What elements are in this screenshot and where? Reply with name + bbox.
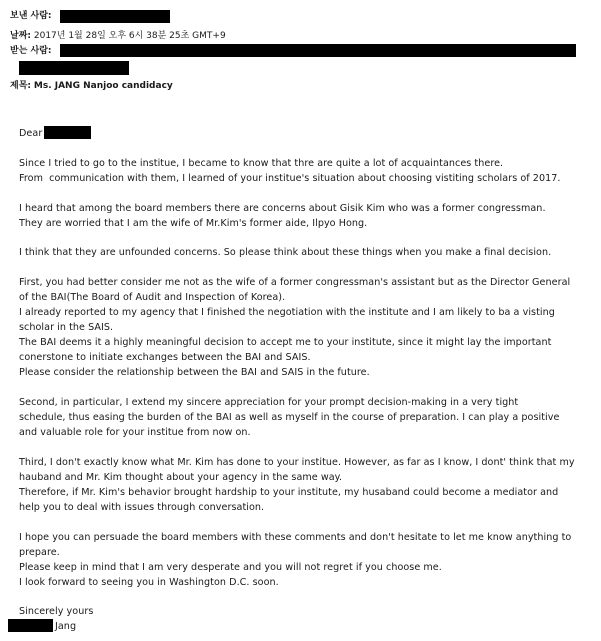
body-line: hauband and Mr. Kim thought about your agency in the same way.: [19, 472, 343, 483]
body-line: Third, I don't exactly know what Mr. Kim has done to your institue. However, as far as I know, I dont' think that my: [19, 457, 575, 468]
body-line: I look forward to seeing you in Washington D.C. soon.: [19, 577, 279, 588]
body-line: of the BAI(The Board of Audit and Inspection of Korea).: [19, 292, 286, 303]
body-line: Since I tried to go to the institue, I became to know that thre are quite a lot of acquaintances there.: [19, 158, 504, 169]
body-line: Therefore, if Mr. Kim's behavior brought hardship to your institute, my husaband could become a mediator and: [19, 487, 559, 498]
date-label: 날짜:: [10, 31, 31, 41]
date-value: 2017년 1월 28일 오후 6시 38분 25초 GMT+9: [33, 31, 226, 41]
body-line: Please keep in mind that I am very desperate and you will not regret if you choose me.: [19, 562, 442, 573]
redacted-recipients-line2: [19, 61, 129, 75]
body-line: From communication with them, I learned of your institue's situation about choosing vistiting scholars of 2017.: [19, 173, 561, 184]
body-line: help you to deal with issues through conversation.: [19, 502, 265, 513]
subject-value: Ms. JANG Nanjoo candidacy: [33, 81, 173, 91]
body-line: prepare.: [19, 547, 60, 558]
body-line: I hope you can persuade the board members with these comments and don't hesitate to let me know anything to: [19, 532, 572, 543]
redacted-signature-first-name: [8, 619, 53, 632]
body-line: schedule, thus easing the burden of the BAI as well as myself in the course of preparation. I can play a positive: [19, 412, 560, 423]
body-line: scholar in the SAIS.: [19, 322, 114, 333]
signature-name: Jang: [55, 621, 77, 632]
redacted-addressee: [44, 126, 91, 139]
body-line: They are worried that I am the wife of Mr.Kim's former aide, Ilpyo Hong.: [19, 218, 368, 229]
body-line: I heard that among the board members there are concerns about Gisik Kim who was a former congressman.: [19, 203, 546, 214]
redacted-sender: [60, 10, 170, 23]
salutation: Dear: [19, 128, 43, 139]
body-line: Please consider the relationship between the BAI and SAIS in the future.: [19, 367, 370, 378]
from-label: 보낸 사람:: [10, 11, 52, 21]
body-line: conerstone to initiate exchanges between the BAI and SAIS.: [19, 352, 311, 363]
body-line: I think that they are unfounded concerns. So please think about these things when you make a final decision.: [19, 247, 552, 258]
body-line: Second, in particular, I extend my sincere appreciation for your prompt decision-making in a very tight: [19, 397, 519, 408]
body-line: I already reported to my agency that I finished the negotiation with the institute and I am likely to ba a visting: [19, 307, 555, 318]
subject-label: 제목:: [10, 81, 31, 91]
redacted-recipients: [60, 44, 576, 57]
date-row: [10, 30, 226, 42]
subject-row: [10, 80, 173, 92]
body-line: and valuable role for your institue from now on.: [19, 427, 251, 438]
closing: Sincerely yours: [19, 606, 94, 617]
to-row: [10, 45, 52, 57]
body-line: First, you had better consider me not as the wife of a former congressman's assistant but as the Director General: [19, 277, 571, 288]
from-row: [10, 10, 52, 22]
body-line: The BAI deems it a highly meaningful decision to accept me to your institute, since it might lay the important: [19, 337, 552, 348]
to-label: 받는 사람:: [10, 46, 52, 56]
